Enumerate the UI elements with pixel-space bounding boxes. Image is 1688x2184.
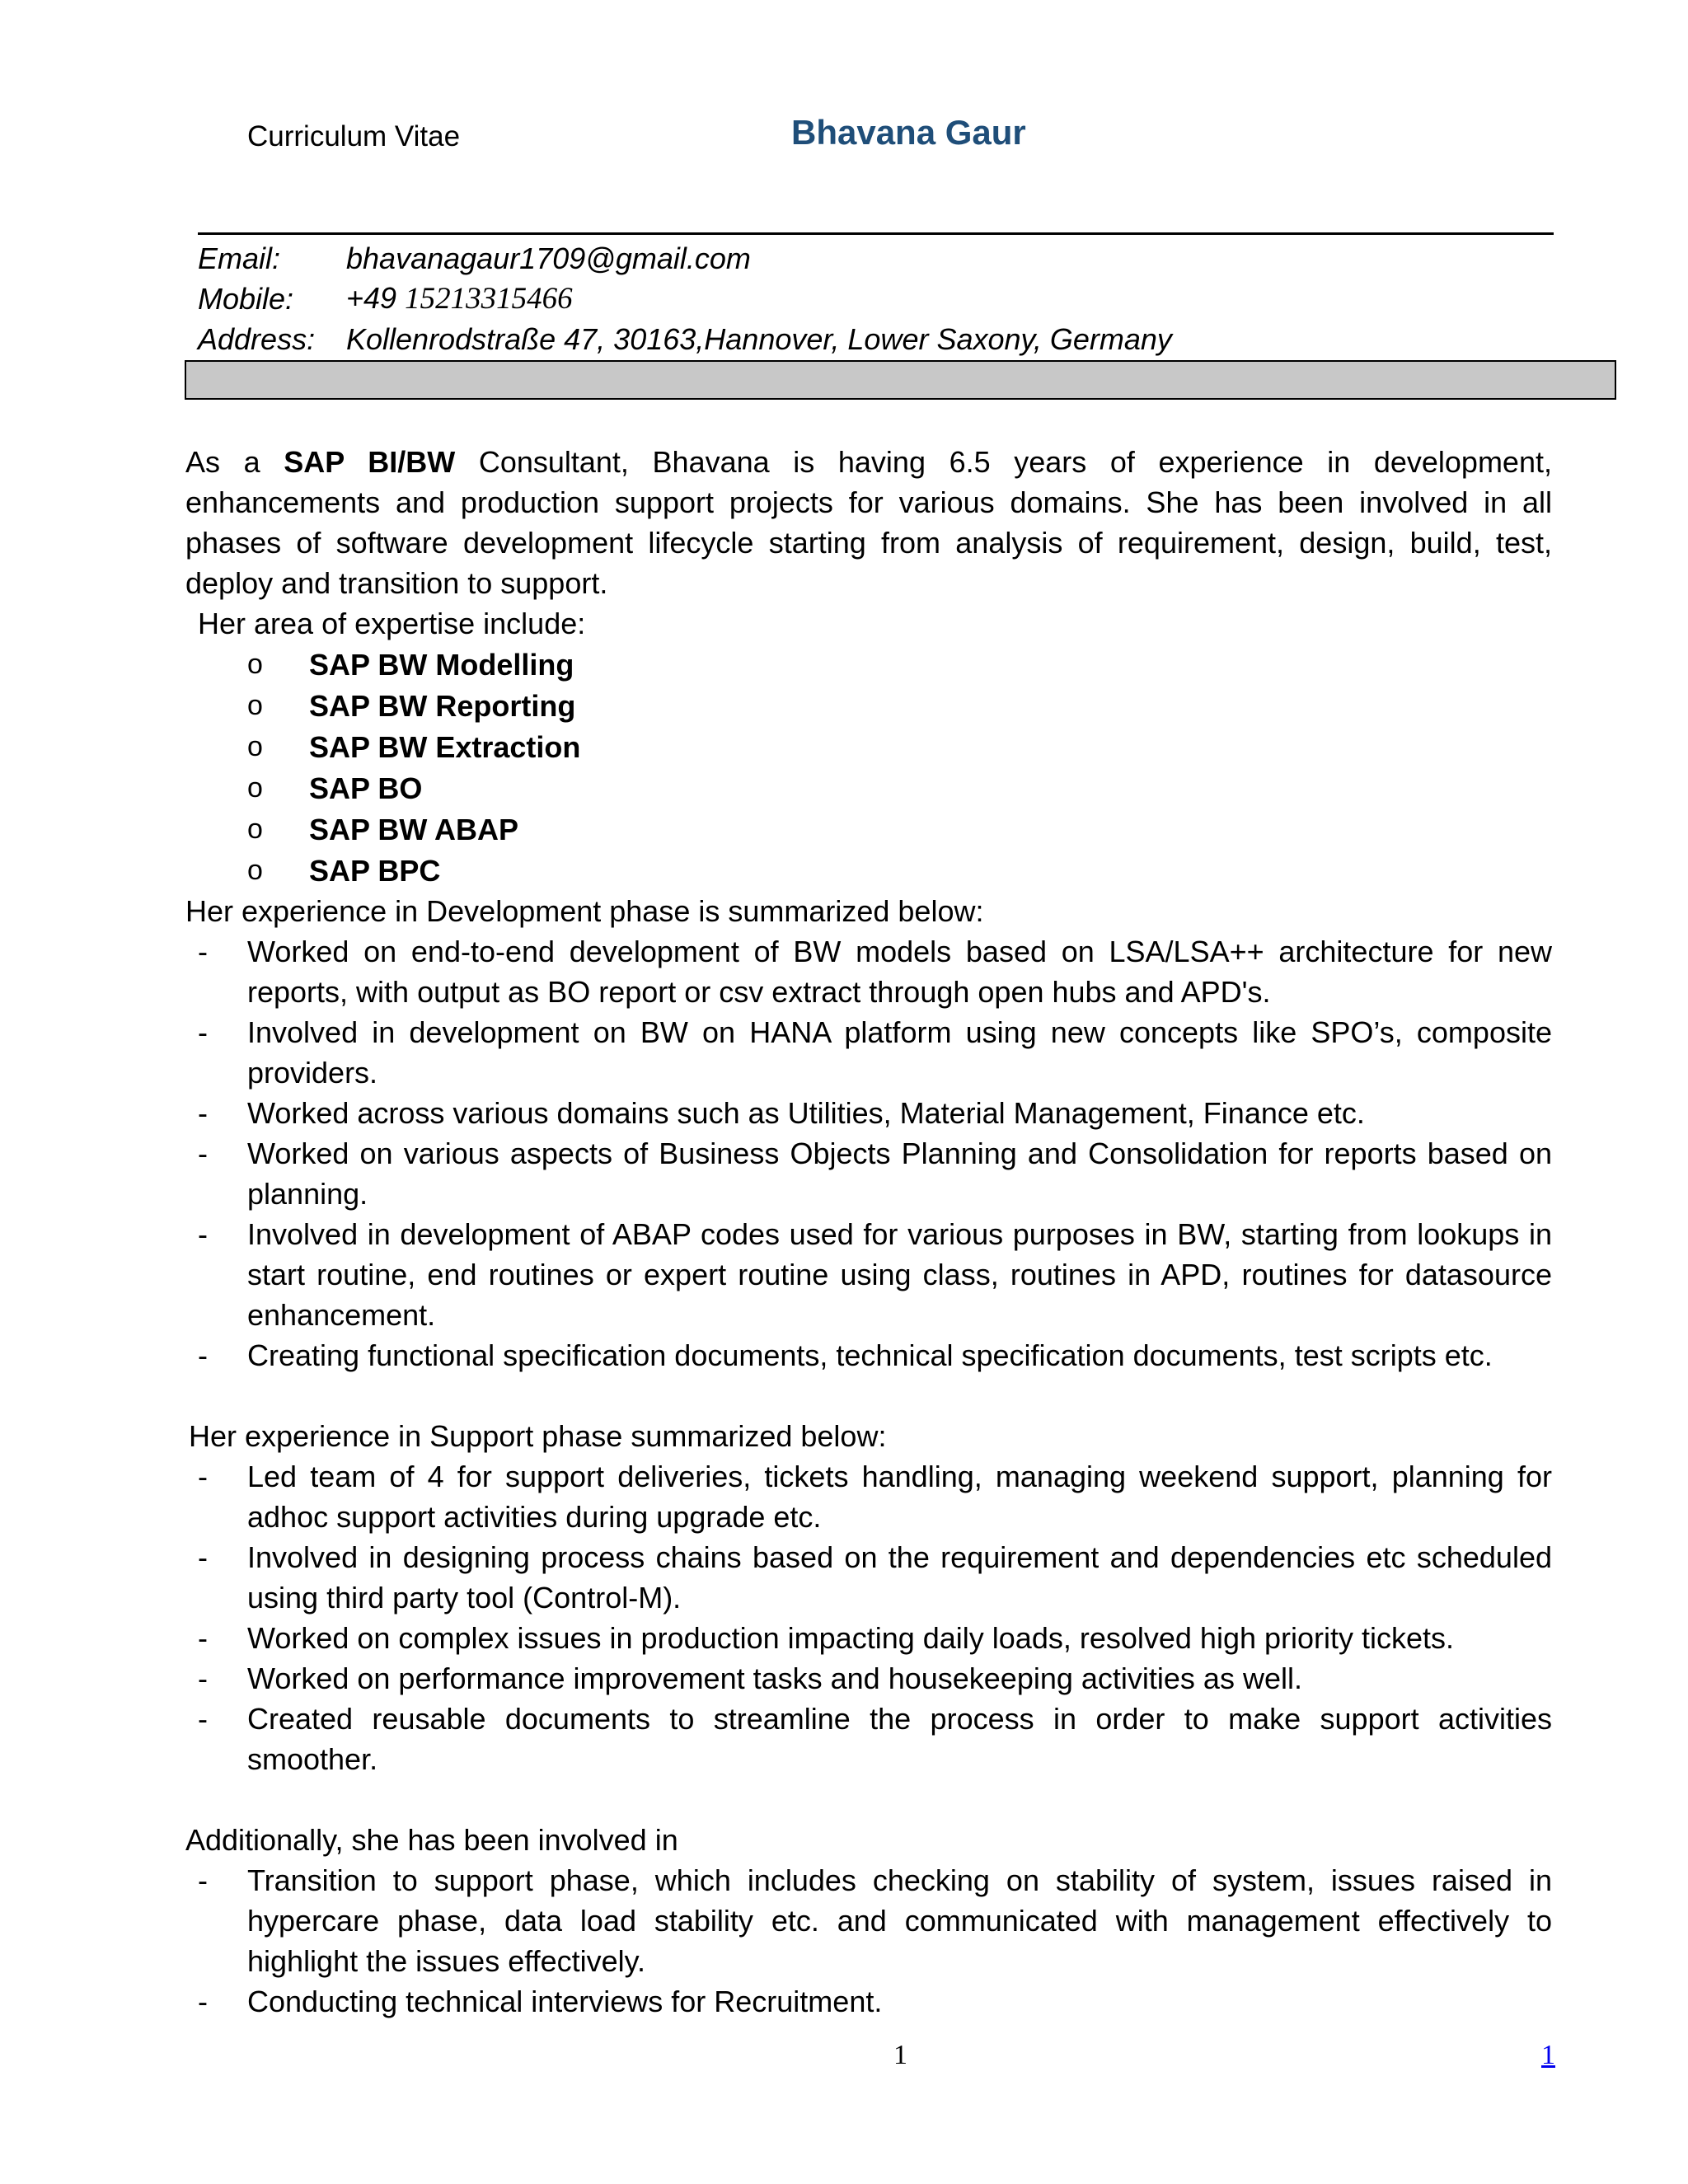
mobile-row (198, 279, 1554, 319)
page-number-link[interactable]: 1 (1541, 2040, 1555, 2070)
list-item: o SAP BW Modelling (185, 644, 1552, 685)
dash-bullet-icon: - (198, 1338, 208, 1372)
dash-bullet-icon: - (198, 1540, 208, 1574)
dash-bullet-icon: - (198, 1460, 208, 1493)
spacer (185, 1376, 1552, 1416)
circle-bullet-icon: o (247, 730, 263, 762)
dash-bullet-icon: - (198, 1621, 208, 1655)
contact-block (198, 232, 1554, 364)
address-value: Kollenrodstraße 47, 30163,Hannover, Lower Saxony, Germany (346, 321, 1172, 356)
email-label: Email: (198, 241, 281, 275)
cv-body (185, 442, 1552, 2022)
dash-bullet-icon: - (198, 1661, 208, 1695)
mobile-label: Mobile: (198, 281, 294, 316)
section-divider-bar (185, 360, 1616, 400)
cv-label: Curriculum Vitae (247, 120, 461, 152)
expertise-list (185, 644, 1552, 891)
list-item: - Involved in development on BW on HANA platform using new concepts like SPO’s, composite providers. (185, 1012, 1552, 1093)
additional-heading: Additionally, she has been involved in (185, 1823, 678, 1857)
role-title: SAP BI/BW (284, 445, 456, 479)
list-item: - Worked on various aspects of Business Objects Planning and Consolidation for reports based on planning. (185, 1133, 1552, 1214)
list-item: o SAP BW Extraction (185, 726, 1552, 767)
list-item: - Worked on complex issues in production impacting daily loads, resolved high priority tickets. (185, 1618, 1552, 1658)
circle-bullet-icon: o (247, 813, 263, 845)
page-number: 1 (893, 2040, 907, 2070)
dash-bullet-icon: - (198, 1217, 208, 1251)
dash-bullet-icon: - (198, 1702, 208, 1736)
mobile-number: 15213315466 (405, 282, 573, 316)
circle-bullet-icon: o (247, 771, 263, 804)
development-list (185, 931, 1552, 1376)
list-item: - Worked across various domains such as Utilities, Material Management, Finance etc. (185, 1093, 1552, 1133)
list-item: - Transition to support phase, which includes checking on stability of system, issues raised in hypercare phase, data load stability etc. and communicated with management effectively to highlight the issues effectively. (185, 1860, 1552, 1981)
spacer (185, 1779, 1552, 1820)
address-row (198, 319, 1554, 359)
expertise-heading: Her area of expertise include: (198, 607, 586, 640)
mobile-value (346, 281, 1554, 316)
list-item: - Involved in development of ABAP codes used for various purposes in BW, starting from lookups in start routine, end routines or expert routine using class, routines in APD, routines for datasource enhancement. (185, 1214, 1552, 1335)
additional-list (185, 1860, 1552, 2022)
list-item: - Creating functional specification documents, technical specification documents, test scripts etc. (185, 1335, 1552, 1376)
list-item: o SAP BW Reporting (185, 685, 1552, 726)
circle-bullet-icon: o (247, 689, 263, 721)
list-item: o SAP BW ABAP (185, 808, 1552, 850)
email-value: bhavanagaur1709@gmail.com (346, 241, 751, 275)
email-row (198, 238, 1554, 279)
dash-bullet-icon: - (198, 1137, 208, 1170)
support-heading: Her experience in Support phase summarized below: (189, 1419, 887, 1453)
dash-bullet-icon: - (198, 935, 208, 968)
list-item: - Led team of 4 for support deliveries, tickets handling, managing weekend support, planning for adhoc support activities during upgrade etc. (185, 1456, 1552, 1537)
dash-bullet-icon: - (198, 1863, 208, 1897)
mobile-prefix: +49 (346, 281, 397, 315)
dash-bullet-icon: - (198, 1985, 208, 2018)
list-item: - Created reusable documents to streamline the process in order to make support activities smoother. (185, 1699, 1552, 1779)
candidate-name: Bhavana Gaur (791, 113, 1026, 152)
summary-paragraph: As a SAP BI/BW Consultant, Bhavana is having 6.5 years of experience in development, enhancements and production support projects for various domains. She has been involved in all phases of software development lifecycle starting from analysis of requirement, design, build, test, deploy and transition to support. (185, 445, 1552, 600)
list-item: o SAP BPC (185, 850, 1552, 891)
list-item: - Involved in designing process chains based on the requirement and dependencies etc scheduled using third party tool (Control-M). (185, 1537, 1552, 1618)
list-item: - Worked on performance improvement tasks and housekeeping activities as well. (185, 1658, 1552, 1699)
dash-bullet-icon: - (198, 1096, 208, 1130)
dash-bullet-icon: - (198, 1015, 208, 1049)
circle-bullet-icon: o (247, 648, 263, 680)
circle-bullet-icon: o (247, 854, 263, 886)
support-list (185, 1456, 1552, 1779)
list-item: - Worked on end-to-end development of BW models based on LSA/LSA++ architecture for new reports, with output as BO report or csv extract through open hubs and APD's. (185, 931, 1552, 1012)
address-label: Address: (198, 321, 316, 356)
development-heading: Her experience in Development phase is summarized below: (185, 894, 984, 928)
list-item: - Conducting technical interviews for Recruitment. (185, 1981, 1552, 2022)
list-item: o SAP BO (185, 767, 1552, 808)
